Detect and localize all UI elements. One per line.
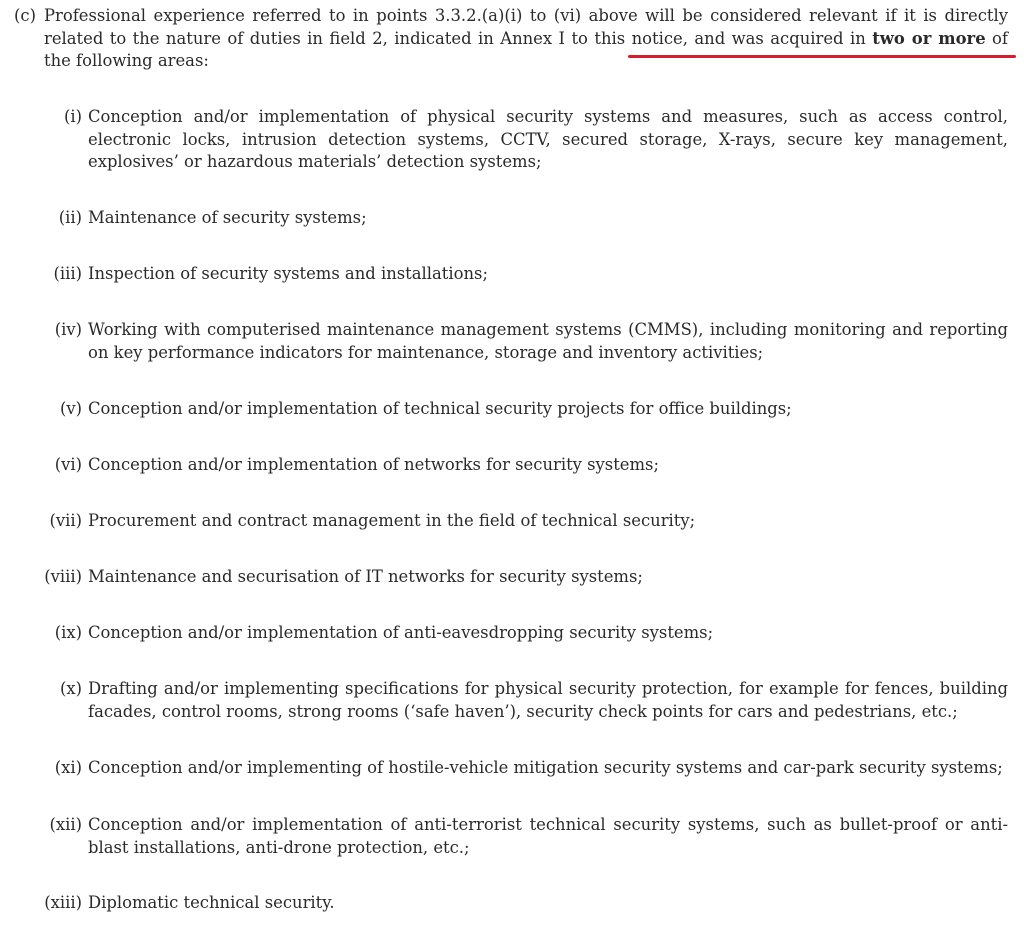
list-item-text: Conception and/or implementing of hostile-vehicle mitigation security systems and car-park security systems;	[88, 758, 1003, 777]
list-item-text: Conception and/or implementation of anti-terrorist technical security systems, such as bullet-proof or anti-blast installations, anti-drone protection, etc.;	[88, 815, 1008, 857]
list-item-text: Drafting and/or implementing specifications for physical security protection, for example for fences, building facades, control rooms, strong rooms (‘safe haven’), security check points for cars and pedestrians, etc.;	[88, 679, 1008, 721]
list-item-text: Diplomatic technical security.	[88, 893, 335, 912]
list-item-text: Maintenance of security systems;	[88, 208, 367, 227]
list-item-marker: (ix)	[54, 623, 82, 642]
list-item-marker: (ii)	[58, 208, 82, 227]
list-item-marker: (iv)	[54, 320, 82, 339]
list-item-text: Inspection of security systems and installations;	[88, 264, 488, 283]
list-item-marker: (v)	[59, 399, 82, 418]
list-item-text: Conception and/or implementation of technical security projects for office buildings;	[88, 399, 792, 418]
list-item-text: Working with computerised maintenance management systems (CMMS), including monitoring and reporting on key performance indicators for maintenance, storage and inventory activities;	[88, 320, 1008, 362]
list-item-text: Procurement and contract management in the field of technical security;	[88, 511, 696, 530]
list-item-marker: (xii)	[49, 815, 82, 834]
list-item-marker: (viii)	[44, 567, 82, 586]
list-item-text: Maintenance and securisation of IT networks for security systems;	[88, 567, 643, 586]
list-item-text: Conception and/or implementation of networks for security systems;	[88, 455, 659, 474]
intro-text	[44, 5, 1008, 73]
list-item-marker: (xiii)	[44, 893, 82, 912]
intro-text-bold: two or more	[872, 28, 986, 48]
list-item-marker: (vi)	[54, 455, 82, 474]
intro-marker: (c)	[14, 6, 36, 25]
list-item-marker: (i)	[63, 107, 82, 126]
red-underline-annotation	[628, 55, 1016, 58]
list-item-marker: (xi)	[54, 758, 82, 777]
list-item-text: Conception and/or implementation of anti-eavesdropping security systems;	[88, 623, 714, 642]
intro-text-after: of the following areas:	[44, 28, 1008, 70]
list-item-marker: (iii)	[53, 264, 82, 283]
list-item-marker: (vii)	[49, 511, 82, 530]
list-item-marker: (x)	[59, 679, 82, 698]
list-item-text: Conception and/or implementation of physical security systems and measures, such as access control, electronic locks, intrusion detection systems, CCTV, secured storage, X-rays, secure key management, explosives’ or hazardous materials’ detection systems;	[88, 107, 1008, 171]
intro-text-before: Professional experience referred to in points 3.3.2.(a)(i) to (vi) above will be considered relevant if it is directly related to the nature of duties in field 2, indicated in Annex I to this notice, and was acquired in	[44, 6, 1008, 48]
